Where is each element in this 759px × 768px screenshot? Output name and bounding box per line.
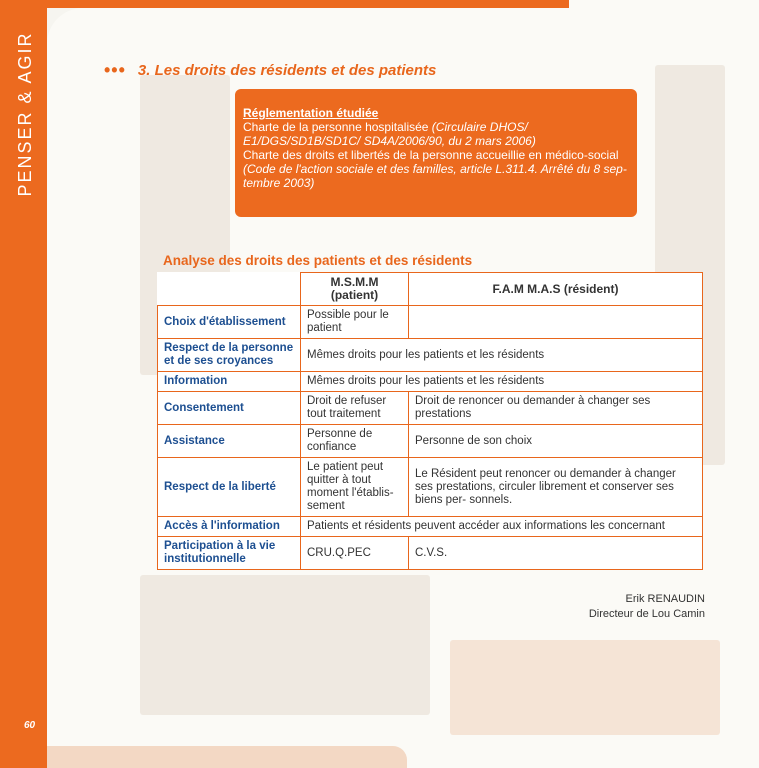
table-row	[158, 392, 703, 425]
cell-patient: Le patient peut quitter à tout moment l'établis- sement	[301, 458, 409, 517]
cell-resident: Le Résident peut renoncer ou demander à changer ses prestations, circuler librement et conserver ses biens per- sonnels.	[409, 458, 703, 517]
cell-resident: Droit de renoncer ou demander à changer ses prestations	[409, 392, 703, 425]
rights-table	[157, 272, 703, 570]
regulation-item-1-ref: (Circulaire DHOS/ E1/DGS/SD1B/SD1C/ SD4A/2006/90, du 2 mars 2006)	[243, 120, 536, 148]
regulation-item-1-text: Charte de la personne hospitalisée	[243, 120, 432, 134]
side-title: PENSER & AGIR	[15, 31, 35, 197]
regulation-box	[235, 89, 637, 217]
row-label: Assistance	[158, 425, 301, 458]
cell-patient: CRU.Q.PEC	[301, 537, 409, 570]
cell-merged: Patients et résidents peuvent accéder aux informations les concernant	[301, 517, 703, 537]
row-label: Participation à la vie institutionnelle	[158, 537, 301, 570]
cell-resident	[409, 306, 703, 339]
table-row	[158, 339, 703, 372]
cell-merged: Mêmes droits pour les patients et les résidents	[301, 339, 703, 372]
regulation-item-2-text: Charte des droits et libertés de la personne accueillie en médico-social	[243, 148, 619, 162]
signature-role: Directeur de Lou Camin	[588, 608, 705, 620]
table-row	[158, 372, 703, 392]
signature	[589, 592, 705, 622]
cell-patient: Droit de refuser tout traitement	[301, 392, 409, 425]
header-resident: F.A.M M.A.S (résident)	[409, 273, 703, 306]
ghost-block	[450, 640, 720, 735]
row-label: Respect de la liberté	[158, 458, 301, 517]
table-corner	[158, 273, 301, 306]
top-right-corner	[569, 0, 759, 30]
ghost-block	[140, 575, 430, 715]
cell-merged: Mêmes droits pour les patients et les résidents	[301, 372, 703, 392]
table-row	[158, 458, 703, 517]
regulation-item-2-ref: (Code de l'action sociale et des familles, article L.311.4. Arrêté du 8 sep- tembre 2003)	[243, 162, 627, 190]
regulation-item-2	[243, 148, 629, 190]
table-row	[158, 537, 703, 570]
signature-name: Erik RENAUDIN	[625, 593, 705, 605]
regulation-item-1	[243, 120, 629, 148]
cell-resident: Personne de son choix	[409, 425, 703, 458]
row-label: Respect de la personne et de ses croyances	[158, 339, 301, 372]
cell-patient: Possible pour le patient	[301, 306, 409, 339]
section-title-text: 3. Les droits des résidents et des patients	[137, 62, 437, 79]
cell-patient: Personne de confiance	[301, 425, 409, 458]
row-label: Choix d'établissement	[158, 306, 301, 339]
table-row	[158, 517, 703, 537]
table-header-row	[158, 273, 703, 306]
bottom-shade	[47, 746, 407, 768]
table-row	[158, 306, 703, 339]
row-label: Consentement	[158, 392, 301, 425]
analysis-title: Analyse des droits des patients et des résidents	[163, 253, 473, 268]
cell-resident: C.V.S.	[409, 537, 703, 570]
section-title	[104, 60, 436, 81]
regulation-heading: Réglementation étudiée	[243, 106, 379, 120]
page-number: 60	[24, 720, 36, 731]
row-label: Accès à l'information	[158, 517, 301, 537]
table-row	[158, 425, 703, 458]
bullet-dots-icon: •••	[104, 60, 126, 80]
header-patient: M.S.M.M (patient)	[301, 273, 409, 306]
row-label: Information	[158, 372, 301, 392]
